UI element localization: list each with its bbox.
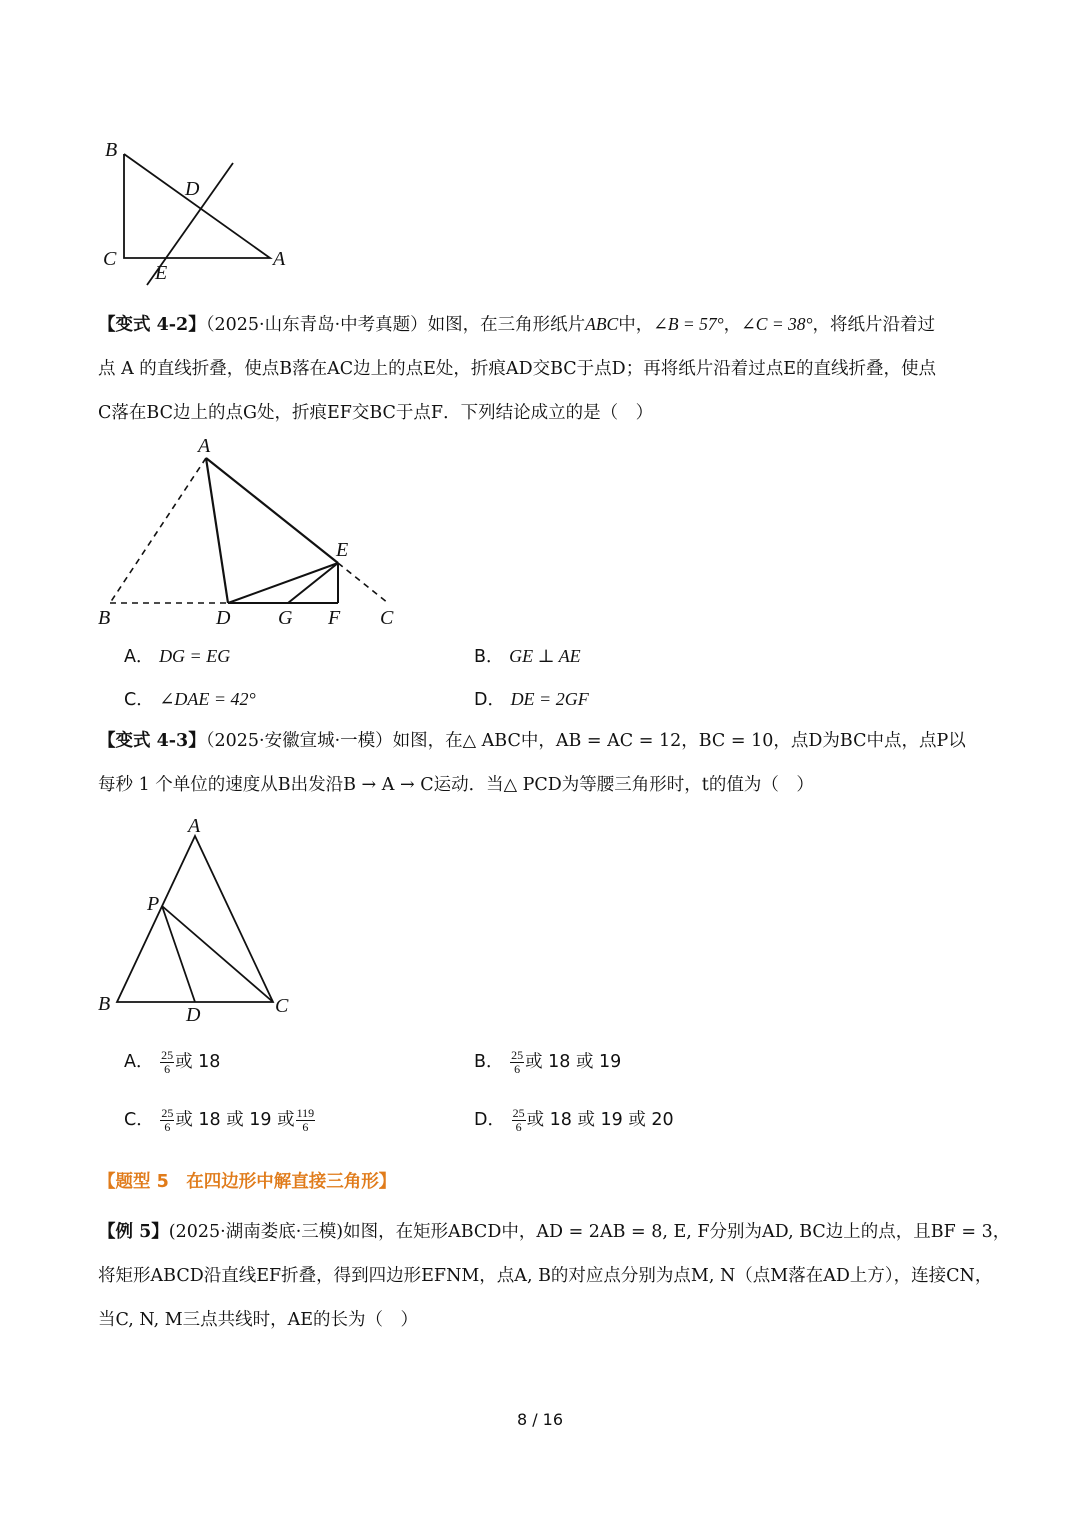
q42-text-c: 中， — [618, 315, 654, 335]
label-b: B — [98, 993, 111, 1015]
example-5 — [98, 1210, 1011, 1342]
ex5-text-1: 如图，在矩形ABCD中，AD = 2AB = 8, E, F分别为AD, BC边上的点，且BF = 3， — [343, 1222, 1011, 1242]
label-e: E — [336, 539, 349, 561]
fraction-25-6: $\frac{25}{6}$ — [161, 1047, 174, 1076]
label-d: D — [216, 607, 231, 629]
q42-text-g: ，将纸片沿着过 — [812, 315, 936, 335]
section-heading-5: 【题型 5 在四边形中解直接三角形】 — [98, 1172, 397, 1192]
dashed-ec — [338, 563, 388, 603]
label-g: G — [278, 607, 293, 629]
q42-text-a: 如图，在三角形纸片 — [427, 315, 586, 335]
q42-option-c[interactable]: C． ∠DAE = 42° — [124, 689, 256, 710]
q43-line-2: 每秒 1 个单位的速度从B出发沿B → A → C运动．当△ PCD为等腰三角形时，t的值为（ ） — [98, 775, 814, 795]
label-a: A — [188, 815, 201, 837]
triangle-abc — [117, 836, 273, 1002]
q43-option-b[interactable]: B． $\frac{25}{6}$ 或 18 或 19 — [474, 1047, 622, 1076]
label-b: B — [98, 607, 111, 629]
q42-option-d[interactable]: D． DE = 2GF — [474, 689, 589, 710]
question-4-2 — [98, 302, 998, 435]
label-b: B — [105, 139, 118, 161]
q42-source: （2025·山东青岛·中考真题） — [205, 315, 428, 335]
label-c: C — [103, 248, 117, 270]
figure-1-triangle — [95, 135, 305, 295]
q42-tag: 【变式 4-2】 — [98, 315, 206, 335]
label-d: D — [186, 1004, 201, 1026]
q42-line-2: 点 A 的直线折叠，使点B落在AC边上的点E处，折痕AD交BC于点D；再将纸片沿着过点E的直线折叠，使点 — [98, 359, 936, 379]
line-ad — [206, 458, 228, 603]
fraction-25-6: $\frac{25}{6}$ — [512, 1105, 525, 1134]
label-a: A — [198, 435, 211, 457]
q43-text-1: 如图，在△ ABC中，AB = AC = 12，BC = 10，点D为BC中点，点P以 — [392, 731, 966, 751]
q42-line-1 — [98, 302, 998, 347]
dashed-ab — [110, 458, 206, 603]
label-a: A — [273, 248, 286, 270]
fraction-25-6: $\frac{25}{6}$ — [161, 1105, 174, 1134]
triangle-bca — [124, 154, 270, 258]
fraction-119-6: $\frac{119}{6}$ — [296, 1105, 315, 1134]
figure-2-folded-triangle — [90, 430, 410, 635]
ex5-line-3: 当C, N, M三点共线时，AE的长为（ ） — [98, 1310, 419, 1330]
q42-angle-c: ∠C = 38° — [741, 314, 813, 334]
question-4-3 — [98, 719, 998, 807]
fraction-25-6: $\frac{25}{6}$ — [511, 1047, 524, 1076]
q42-text-b: ABC — [585, 314, 619, 334]
q42-angle-b: ∠B = 57° — [653, 314, 724, 334]
ex5-line-2: 将矩形ABCD沿直线EF折叠，得到四边形EFNM，点A, B的对应点分别为点M, N（点M落在AD上方），连接CN， — [98, 1266, 993, 1286]
label-e: E — [155, 262, 168, 284]
q43-option-c[interactable]: C． $\frac{25}{6}$ 或 18 或 19 或 $\frac{119}{6}$ — [124, 1105, 315, 1134]
q43-source: （2025·安徽宣城·一模） — [205, 731, 393, 751]
ex5-line-1 — [98, 1210, 1011, 1254]
line-ge — [288, 563, 338, 603]
ex5-tag: 【例 5】 — [98, 1222, 169, 1242]
page-number: 8 / 16 — [516, 1410, 564, 1429]
label-f: F — [328, 607, 341, 629]
label-d: D — [185, 178, 200, 200]
q42-line-3: C落在BC边上的点G处，折痕EF交BC于点F．下列结论成立的是（ ） — [98, 403, 654, 423]
q42-text-e: ， — [723, 315, 742, 335]
q42-option-a[interactable]: A． DG = EG — [124, 646, 231, 667]
q43-option-d[interactable]: D． $\frac{25}{6}$ 或 18 或 19 或 20 — [474, 1105, 674, 1134]
line-de — [228, 563, 338, 603]
q43-tag: 【变式 4-3】 — [98, 731, 206, 751]
figure-3-isosceles-triangle — [92, 812, 307, 1027]
q42-option-b[interactable]: B． GE ⊥ AE — [474, 646, 581, 667]
label-c: C — [380, 607, 394, 629]
label-p: P — [147, 893, 160, 915]
label-c: C — [275, 995, 289, 1017]
ex5-source: (2025·湖南娄底·三模) — [168, 1222, 344, 1242]
q43-line-1 — [98, 719, 998, 763]
q43-option-a[interactable]: A． $\frac{25}{6}$ 或 18 — [124, 1047, 221, 1076]
line-ae — [206, 458, 338, 563]
